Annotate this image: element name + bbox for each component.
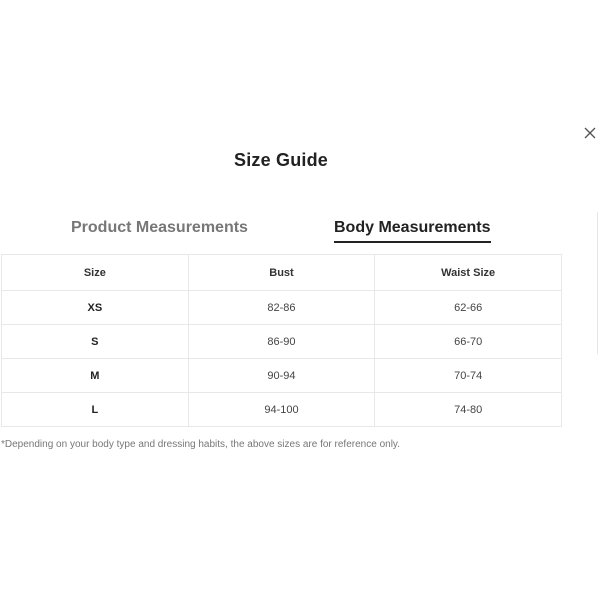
waist-cell: 74-80	[375, 393, 562, 427]
scroll-edge-divider	[597, 212, 598, 354]
table-row	[2, 325, 562, 359]
tab-body-measurements[interactable]: Body Measurements	[334, 219, 491, 243]
size-cell: XS	[2, 291, 189, 325]
table-row	[2, 359, 562, 393]
size-cell: L	[2, 393, 189, 427]
size-cell: S	[2, 325, 189, 359]
bust-cell: 86-90	[188, 325, 375, 359]
waist-cell: 66-70	[375, 325, 562, 359]
waist-cell: 70-74	[375, 359, 562, 393]
waist-cell: 62-66	[375, 291, 562, 325]
bust-cell: 94-100	[188, 393, 375, 427]
column-header-bust: Bust	[188, 255, 375, 291]
table-row	[2, 393, 562, 427]
bust-cell: 82-86	[188, 291, 375, 325]
column-header-waist: Waist Size	[375, 255, 562, 291]
tab-product-measurements[interactable]: Product Measurements	[71, 219, 248, 236]
column-header-size: Size	[2, 255, 189, 291]
dialog-title: Size Guide	[233, 150, 329, 170]
reference-footnote: *Depending on your body type and dressing habits, the above sizes are for reference only.	[1, 439, 400, 450]
close-icon[interactable]	[582, 125, 598, 141]
table-row	[2, 291, 562, 325]
size-table	[1, 254, 562, 427]
size-cell: M	[2, 359, 189, 393]
bust-cell: 90-94	[188, 359, 375, 393]
table-header-row	[2, 255, 562, 291]
